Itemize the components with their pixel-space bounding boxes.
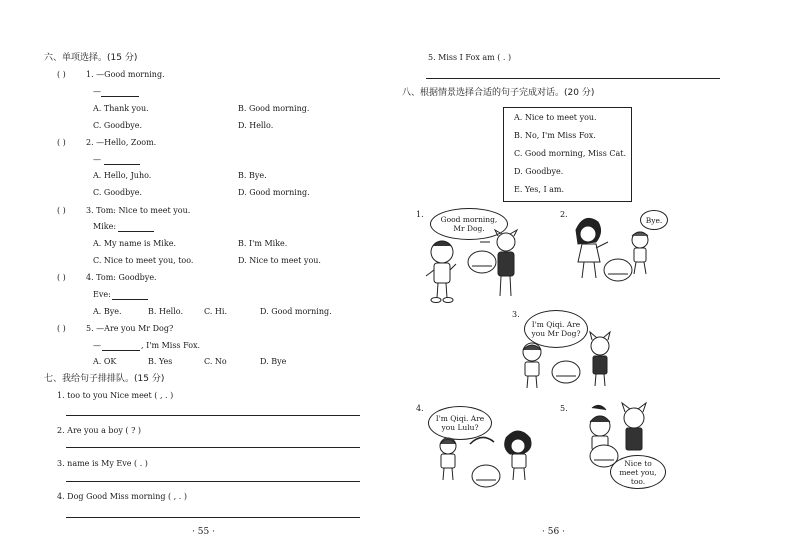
sentence-5-words: 5. Miss I Fox am ( . ) <box>428 53 512 62</box>
q2-option-c: C. Goodbye. <box>93 188 142 197</box>
sentence-3-answer-line[interactable] <box>66 481 360 482</box>
sentence-1-answer-line[interactable] <box>66 415 360 416</box>
q4-stem: 4. Tom: Goodbye. <box>86 273 157 282</box>
scene-1-answer-bubble[interactable] <box>468 251 496 273</box>
q4-option-d: D. Good morning. <box>260 307 332 316</box>
sentence-4-answer-line[interactable] <box>66 517 360 518</box>
q4-option-c: C. Hi. <box>204 307 227 316</box>
q1-option-d: D. Hello. <box>238 121 274 130</box>
section-7-title: 七、我给句子排排队。(15 分) <box>44 374 165 384</box>
q3-option-d: D. Nice to meet you. <box>238 256 321 265</box>
scene-4-answer-bubble[interactable] <box>472 465 500 487</box>
sentence-1-words: 1. too to you Nice meet ( , . ) <box>57 391 174 400</box>
scene-4-speech-text: I'm Qiqi. Are you Lulu? <box>435 414 485 432</box>
q3-option-c: C. Nice to meet you, too. <box>93 256 194 265</box>
scene-2-illustration <box>568 212 668 292</box>
q2-option-a: A. Hello, Juho. <box>93 171 152 180</box>
answer-paren[interactable]: ( ) <box>57 273 66 282</box>
scene-5-speech-text: Nice to meet you, too. <box>619 458 657 486</box>
option-b: B. No, I'm Miss Fox. <box>514 131 596 140</box>
scene-3-illustration <box>518 336 618 396</box>
section-6-title: 六、单项选择。(15 分) <box>44 53 138 63</box>
q5-stem: 5. —Are you Mr Dog? <box>86 324 174 333</box>
page-number-right: · 56 · <box>542 527 565 537</box>
scene-4-number: 4. <box>416 404 424 413</box>
q2-dash: — <box>93 155 101 164</box>
q5-line2-text: , I'm Miss Fox. <box>141 341 201 350</box>
scene-5-illustration <box>570 404 680 464</box>
q1-dash: — <box>93 87 101 96</box>
sentence-5-answer-line[interactable] <box>426 78 720 79</box>
q3-blank[interactable] <box>118 231 154 232</box>
scene-3-answer-bubble[interactable] <box>552 361 580 383</box>
scene-5-number: 5. <box>560 404 568 413</box>
sentence-4-words: 4. Dog Good Miss morning ( , . ) <box>57 492 187 501</box>
option-c: C. Good morning, Miss Cat. <box>514 149 627 158</box>
section-8-title: 八、根据情景选择合适的句子完成对话。(20 分) <box>402 88 595 98</box>
answer-paren[interactable]: ( ) <box>57 324 66 333</box>
scene-4-illustration <box>430 424 540 494</box>
q2-option-d: D. Good morning. <box>238 188 310 197</box>
q3-option-a: A. My name is Mike. <box>93 239 176 248</box>
scene-2-answer-bubble[interactable] <box>604 259 632 281</box>
q4-blank[interactable] <box>112 299 148 300</box>
answer-paren[interactable]: ( ) <box>57 70 66 79</box>
sentence-3-words: 3. name is My Eve ( . ) <box>57 459 148 468</box>
q5-dash: — <box>93 341 101 350</box>
q3-stem: 3. Tom: Nice to meet you. <box>86 206 191 215</box>
q1-stem: 1. —Good morning. <box>86 70 165 79</box>
q5-option-a: A. OK <box>93 357 117 366</box>
q1-option-c: C. Goodbye. <box>93 121 142 130</box>
scene-1-number: 1. <box>416 210 424 219</box>
options-box <box>503 107 632 202</box>
q5-option-d: D. Bye <box>260 357 287 366</box>
scene-2-number: 2. <box>560 210 568 219</box>
answer-paren[interactable]: ( ) <box>57 138 66 147</box>
q3-speaker: Mike: <box>93 222 117 231</box>
q2-blank[interactable] <box>104 164 140 165</box>
option-d: D. Goodbye. <box>514 167 564 176</box>
q1-blank[interactable] <box>101 96 139 97</box>
option-e: E. Yes, I am. <box>514 185 565 194</box>
q2-option-b: B. Bye. <box>238 171 267 180</box>
q1-option-b: B. Good morning. <box>238 104 310 113</box>
scene-1-speech-text: Good morning, Mr Dog. <box>440 215 498 233</box>
q4-speaker: Eve: <box>93 290 111 299</box>
scene-1-illustration <box>420 230 540 305</box>
scene-3-number: 3. <box>512 310 520 319</box>
scene-2-speech-text: Bye. <box>645 215 663 225</box>
scene-3-speech-text: I'm Qiqi. Are you Mr Dog? <box>531 320 581 338</box>
q4-option-a: A. Bye. <box>93 307 122 316</box>
scene-5-speech-bubble <box>610 455 666 489</box>
q5-option-b: B. Yes <box>148 357 173 366</box>
q5-blank[interactable] <box>102 350 140 351</box>
q1-option-a: A. Thank you. <box>93 104 149 113</box>
option-a: A. Nice to meet you. <box>514 113 597 122</box>
sentence-2-words: 2. Are you a boy ( ? ) <box>57 426 142 435</box>
answer-paren[interactable]: ( ) <box>57 206 66 215</box>
q5-option-c: C. No <box>204 357 227 366</box>
page-number-left: · 55 · <box>192 527 215 537</box>
q4-option-b: B. Hello. <box>148 307 184 316</box>
q2-stem: 2. —Hello, Zoom. <box>86 138 157 147</box>
q3-option-b: B. I'm Mike. <box>238 239 288 248</box>
sentence-2-answer-line[interactable] <box>66 447 360 448</box>
